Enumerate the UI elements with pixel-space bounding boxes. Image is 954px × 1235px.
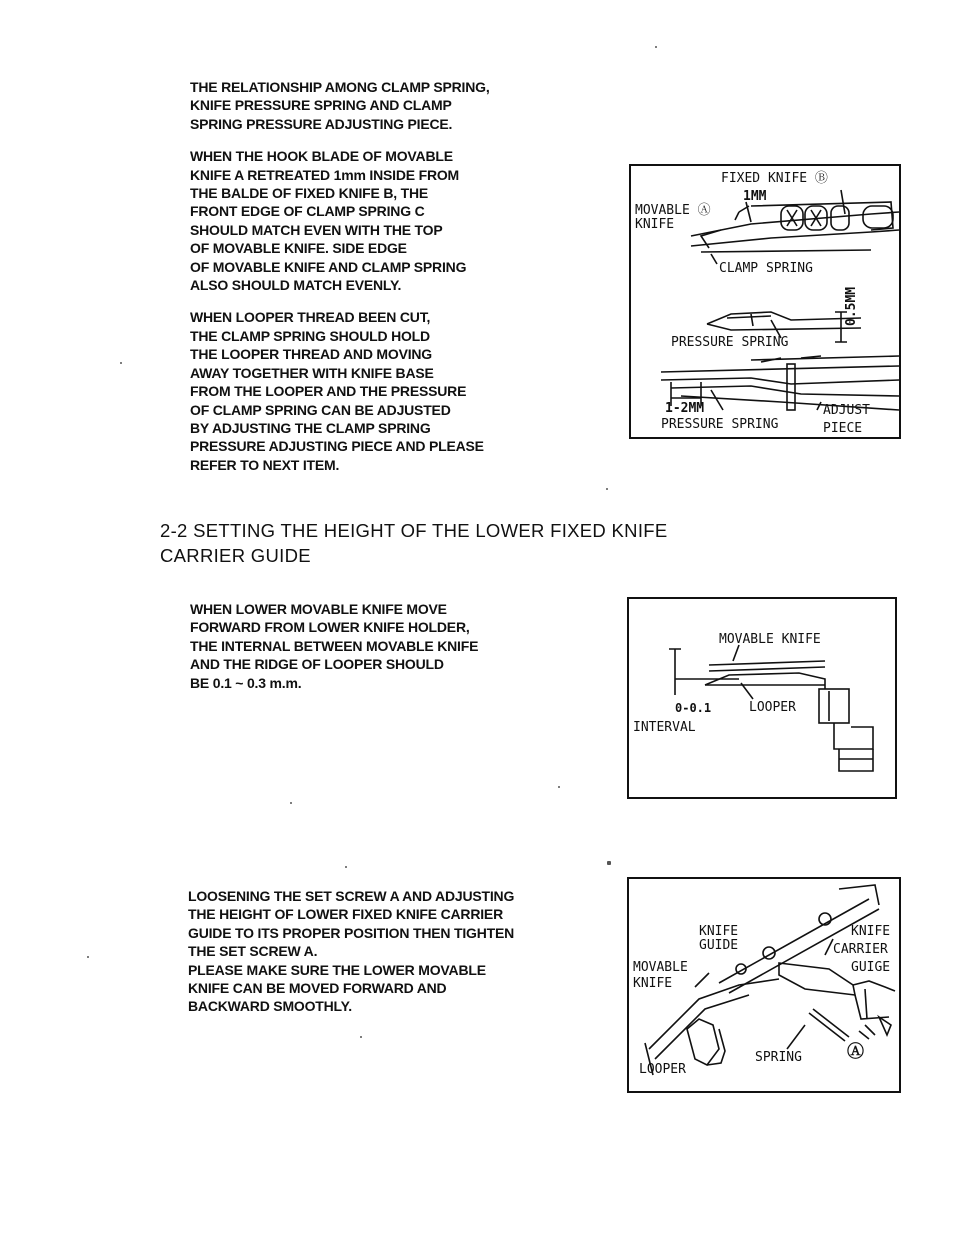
label-movable-2: KNIFE bbox=[633, 976, 673, 991]
figure-interval bbox=[627, 597, 897, 799]
label-carrier-2: CARRIER bbox=[833, 942, 888, 957]
label-adjust: ADJUST bbox=[823, 403, 870, 418]
section2-text-2 bbox=[188, 887, 598, 1016]
scan-speck bbox=[120, 362, 122, 364]
label-fixed-knife: FIXED KNIFE Ⓑ bbox=[721, 171, 828, 186]
label-movable-knife: MOVABLE KNIFE bbox=[719, 632, 821, 647]
section1-text bbox=[190, 78, 590, 474]
label-movable: MOVABLE Ⓐ bbox=[635, 203, 711, 218]
label-looper: LOOPER bbox=[749, 700, 796, 715]
scan-speck bbox=[655, 46, 657, 48]
label-screw-a: Ⓐ bbox=[847, 1042, 864, 1062]
section1-para2: WHEN THE HOOK BLADE OF MOVABLE KNIFE A RETREATED 1mm INSIDE FROM THE BALDE OF FIXED KNIFE B, THE FRONT EDGE OF CLAMP SPRING C SHOULD MATCH EVEN WITH THE TOP OF MOVABLE KNIFE. SIDE EDGE OF MOVABLE KNIFE AND CLAMP SPRING ALSO SHOULD MATCH EVENLY. bbox=[190, 148, 467, 294]
label-carrier-3: GUIGE bbox=[851, 960, 891, 975]
label-1-2mm: 1-2MM bbox=[665, 401, 705, 416]
scan-speck bbox=[607, 861, 611, 865]
interval-drawing bbox=[629, 599, 895, 797]
label-interval-value: 0-0.1 bbox=[675, 701, 712, 715]
scan-speck bbox=[345, 866, 347, 868]
section2-para1: WHEN LOWER MOVABLE KNIFE MOVE FORWARD FROM LOWER KNIFE HOLDER, THE INTERNAL BETWEEN MOVABLE KNIFE AND THE RIDGE OF LOOPER SHOULD BE 0.1 ~ 0.3 m.m. bbox=[190, 601, 479, 691]
label-1mm: 1MM bbox=[743, 189, 767, 204]
section2-para2: LOOSENING THE SET SCREW A AND ADJUSTING THE HEIGHT OF LOWER FIXED KNIFE CARRIER GUIDE TO ITS PROPER POSITION THEN TIGHTEN THE SET SCREW A. PLEASE MAKE SURE THE LOWER MOVABLE KNIFE CAN BE MOVED FORWARD AND BACKWARD SMOOTHLY. bbox=[188, 888, 515, 1015]
label-knife-guide-2: GUIDE bbox=[699, 938, 739, 953]
scan-speck bbox=[290, 802, 292, 804]
label-pressure-spring-top: PRESSURE SPRING bbox=[671, 335, 789, 350]
label-piece: PIECE bbox=[823, 421, 863, 436]
figure-carrier-guide bbox=[627, 877, 901, 1093]
scan-speck bbox=[606, 488, 608, 490]
label-spring: SPRING bbox=[755, 1050, 802, 1065]
section1-para3: WHEN LOOPER THREAD BEEN CUT, THE CLAMP SPRING SHOULD HOLD THE LOOPER THREAD AND MOVING AWAY TOGETHER WITH KNIFE BASE FROM THE LOOPER AND THE PRESSURE OF CLAMP SPRING CAN BE ADJUSTED BY ADJUSTING THE CLAMP SPRING PRESSURE ADJUSTING PIECE AND PLEASE REFER TO NEXT ITEM. bbox=[190, 309, 484, 473]
scan-speck bbox=[87, 956, 89, 958]
label-interval: INTERVAL bbox=[633, 720, 696, 735]
scan-speck bbox=[360, 1036, 362, 1038]
figure-clamp-spring bbox=[629, 164, 901, 439]
label-knife-guide-1: KNIFE bbox=[699, 924, 739, 939]
section2-text-1 bbox=[190, 600, 590, 692]
label-movable-1: MOVABLE bbox=[633, 960, 688, 975]
label-clamp-spring: CLAMP SPRING bbox=[719, 261, 813, 276]
label-knife: KNIFE bbox=[635, 217, 675, 232]
label-looper-3: LOOPER bbox=[639, 1062, 686, 1077]
section2-heading: 2-2 SETTING THE HEIGHT OF THE LOWER FIXED KNIFE CARRIER GUIDE bbox=[160, 520, 668, 566]
label-carrier-1: KNIFE bbox=[851, 924, 891, 939]
label-pressure-spring-bottom: PRESSURE SPRING bbox=[661, 417, 779, 432]
label-0-5mm: 0.5MM bbox=[844, 286, 859, 326]
scan-speck bbox=[558, 786, 560, 788]
section1-para1: THE RELATIONSHIP AMONG CLAMP SPRING, KNIFE PRESSURE SPRING AND CLAMP SPRING PRESSURE ADJUSTING PIECE. bbox=[190, 79, 490, 132]
